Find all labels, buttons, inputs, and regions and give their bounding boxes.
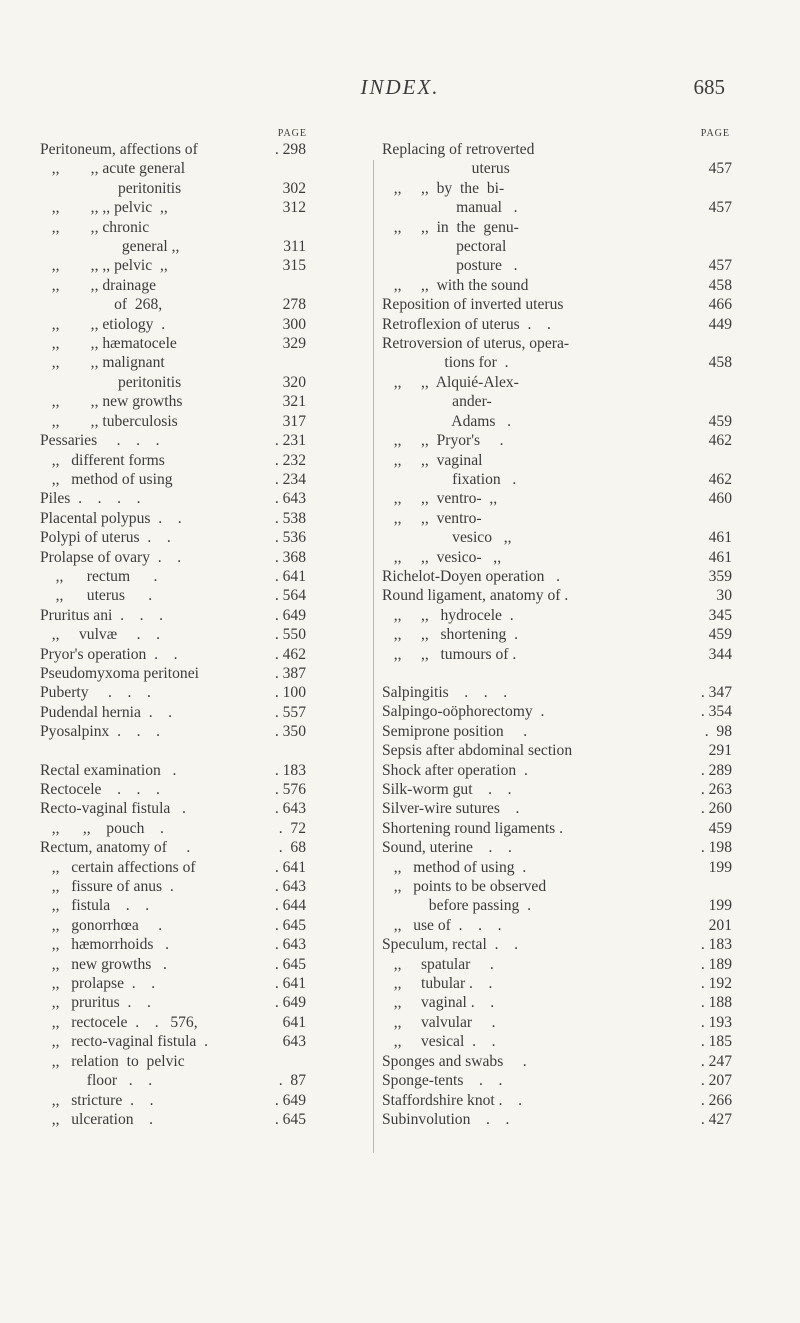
entry-page: 457 (708, 199, 732, 217)
entry-page: . 247 (700, 1052, 732, 1070)
index-entry (40, 722, 370, 741)
index-entry (382, 1032, 732, 1051)
entry-text: Pruritus ani . . . (40, 606, 164, 624)
entry-page: . 564 (274, 587, 306, 605)
entry-text: ,, ,, chronic (40, 218, 150, 236)
index-entry (382, 993, 732, 1012)
index-entry (40, 431, 370, 450)
index-entry (382, 373, 732, 392)
entry-page: . 183 (274, 761, 306, 779)
entry-page: 329 (282, 335, 306, 353)
entry-text: Pessaries . . . (40, 432, 160, 450)
entry-text: ,, ,, Alquié-Alex- (382, 373, 519, 391)
entry-page: 459 (708, 412, 732, 430)
column-divider (373, 160, 374, 1153)
index-entry (40, 567, 370, 586)
entry-text: general ,, (40, 238, 180, 256)
entry-page: . 192 (700, 975, 732, 993)
index-entry (382, 140, 732, 159)
index-entry (40, 586, 370, 605)
index-entry (40, 315, 370, 334)
index-entry (382, 625, 732, 644)
entry-page: . 538 (274, 509, 306, 527)
page-column-label: PAGE (700, 128, 730, 139)
entry-text: ,, vulvæ . . (40, 626, 160, 644)
entry-page: . 643 (274, 490, 306, 508)
index-entry (382, 509, 732, 528)
entry-text: Placental polypus . . (40, 509, 182, 527)
entry-page: . 645 (274, 1110, 306, 1128)
entry-page: 459 (708, 626, 732, 644)
entry-page: . 354 (700, 703, 732, 721)
entry-page: . 350 (274, 723, 306, 741)
entry-text: Richelot-Doyen operation . (382, 567, 560, 585)
index-entry (382, 974, 732, 993)
entry-text: ,, tubular . . (382, 975, 493, 993)
entry-page: . 98 (704, 722, 732, 740)
page-header (0, 75, 800, 105)
entry-page: . 645 (274, 955, 306, 973)
entry-page: . 536 (274, 529, 306, 547)
index-entry (382, 315, 732, 334)
index-entry (40, 373, 370, 392)
entry-text: before passing . (382, 897, 531, 915)
section-gap (40, 742, 370, 761)
entry-text: ,, method of using . (382, 858, 527, 876)
entry-page: . 266 (700, 1091, 732, 1109)
entry-page: 311 (283, 238, 306, 256)
entry-page: . 232 (274, 451, 306, 469)
entry-text: pectoral (382, 238, 507, 256)
index-entry (40, 353, 370, 372)
entry-text: Retroflexion of uterus . . (382, 315, 551, 333)
entry-page: . 649 (274, 606, 306, 624)
entry-text: ,, ,, in the genu- (382, 218, 519, 236)
entry-text: ,, spatular . (382, 955, 494, 973)
entry-text: ,, pruritus . . (40, 994, 151, 1012)
entry-text: Silver-wire sutures . (382, 800, 520, 818)
entry-text: ,, ,, new growths (40, 393, 183, 411)
index-entry (40, 935, 370, 954)
index-entry (382, 858, 732, 877)
entry-page: . 263 (700, 781, 732, 798)
entry-page: 466 (708, 296, 732, 314)
entry-text: ,, new growths . (40, 955, 167, 973)
entry-page: . 347 (700, 683, 732, 701)
entry-text: posture . (382, 257, 518, 275)
index-entry (382, 1091, 732, 1110)
entry-page: . 643 (274, 878, 306, 896)
index-entry (40, 780, 370, 799)
entry-page: 458 (708, 354, 732, 372)
entry-page: 462 (708, 470, 732, 488)
index-column-right (382, 128, 732, 1129)
entry-text: floor . . (40, 1072, 153, 1090)
index-entry (382, 548, 732, 567)
index-entry (40, 993, 370, 1012)
entry-text: peritonitis (40, 373, 182, 391)
entry-text: peritonitis (40, 179, 182, 197)
index-entry (40, 858, 370, 877)
entry-page: 302 (282, 179, 306, 197)
entry-page: . 550 (274, 626, 306, 644)
index-entry (382, 179, 732, 198)
entry-page: 345 (708, 606, 732, 624)
entry-text: ,, fistula . . (40, 897, 150, 915)
page-number: 685 (693, 75, 725, 99)
index-entry (382, 761, 732, 780)
entry-page: 199 (708, 858, 732, 876)
index-entry (40, 159, 370, 178)
entry-page: . 87 (278, 1072, 306, 1090)
entry-page: . 645 (274, 916, 306, 934)
index-entry (382, 702, 732, 721)
entry-page: . 188 (700, 994, 732, 1012)
entry-page: 300 (282, 315, 306, 333)
index-entry (40, 334, 370, 353)
index-entry (40, 470, 370, 489)
entry-text: Peritoneum, affections of (40, 141, 198, 158)
entry-text: ,, ,, tumours of . (382, 645, 517, 663)
index-entry (40, 955, 370, 974)
entry-text: ,, valvular . (382, 1013, 496, 1031)
index-entry (40, 819, 370, 838)
entry-text: ,, fissure of anus . (40, 878, 174, 896)
index-entry (40, 1110, 370, 1129)
index-entry (382, 353, 732, 372)
index-entry (382, 412, 732, 431)
entry-page: 278 (282, 296, 306, 314)
entry-text: Pseudomyxoma peritonei (40, 664, 199, 682)
entry-page: 459 (708, 819, 732, 837)
index-entry (382, 528, 732, 547)
entry-page: 457 (708, 160, 732, 178)
entry-page: . 643 (274, 800, 306, 818)
index-entry (382, 218, 732, 237)
index-entry (40, 664, 370, 683)
index-entries-left (40, 140, 370, 1129)
entry-text: ,, ,, vaginal (382, 451, 483, 469)
entry-page: . 427 (700, 1110, 732, 1128)
entry-text: vesico ,, (382, 529, 512, 547)
entry-page: . 185 (700, 1033, 732, 1051)
entry-page: 461 (708, 529, 732, 547)
entry-text: ander- (382, 393, 492, 411)
entry-text: ,, ,, pouch . (40, 819, 164, 837)
index-entry (382, 877, 732, 896)
index-entry (382, 451, 732, 470)
index-entry (40, 509, 370, 528)
entry-text: Pryor's operation . . (40, 645, 178, 663)
entry-text: Shortening round ligaments . (382, 819, 564, 837)
index-entry (40, 645, 370, 664)
entry-page: 641 (282, 1013, 306, 1031)
entry-text: Shock after operation . (382, 761, 528, 779)
index-entry (40, 703, 370, 722)
index-entry (40, 489, 370, 508)
entry-page: . 260 (700, 800, 732, 818)
entry-page: . 100 (274, 684, 306, 702)
entry-text: ,, ,, drainage (40, 276, 157, 294)
entry-text: Silk-worm gut . . (382, 781, 512, 798)
entry-text: Pyosalpinx . . . (40, 723, 160, 741)
index-entry (382, 567, 732, 586)
entry-text: ,, ,, vesico- ,, (382, 548, 502, 566)
entry-text: Round ligament, anatomy of . (382, 587, 569, 605)
entry-text: Rectocele . . . (40, 781, 160, 798)
entry-page: 458 (708, 276, 732, 294)
entry-text: ,, rectocele . . 576, (40, 1013, 198, 1031)
entry-text: uterus (382, 160, 510, 178)
index-entry (382, 819, 732, 838)
entry-page: . 368 (274, 548, 306, 566)
index-entry (382, 334, 732, 353)
index-entry (40, 412, 370, 431)
entry-text: ,, ,, tuberculosis (40, 412, 178, 430)
entry-page: . 643 (274, 936, 306, 954)
index-entry (40, 1052, 370, 1071)
entry-page: . 641 (274, 858, 306, 876)
index-entry (382, 780, 732, 799)
entry-text: ,, ,, ventro- ,, (382, 490, 498, 508)
section-gap (382, 664, 732, 683)
index-entry (382, 955, 732, 974)
entry-page: . 462 (274, 645, 306, 663)
entry-page: . 649 (274, 1091, 306, 1109)
entry-text: ,, ulceration . (40, 1110, 154, 1128)
entry-page: 315 (282, 257, 306, 275)
entry-text: Semiprone position . (382, 722, 528, 740)
entry-text: ,, ,, ,, pelvic ,, (40, 199, 168, 217)
entry-page: 291 (708, 742, 732, 760)
index-entry (40, 218, 370, 237)
entry-text: Sponges and swabs . (382, 1052, 527, 1070)
index-entry (382, 683, 732, 702)
entry-text: Salpingo-oöphorectomy . (382, 703, 545, 721)
index-entry (382, 276, 732, 295)
index-entry (40, 237, 370, 256)
index-entry (40, 451, 370, 470)
index-entry (40, 838, 370, 857)
index-entry (40, 276, 370, 295)
index-entry (382, 916, 732, 935)
index-entry (40, 1013, 370, 1032)
entry-text: Piles . . . . (40, 490, 141, 508)
index-entry (382, 935, 732, 954)
entry-page: 462 (708, 432, 732, 450)
entry-page: 312 (282, 199, 306, 217)
entry-text: Pudendal hernia . . (40, 703, 173, 721)
running-title: INDEX. (360, 75, 440, 99)
index-entry (40, 548, 370, 567)
index-column-left (40, 128, 370, 1129)
entry-text: ,, ,, Pryor's . (382, 432, 504, 450)
index-entry (382, 645, 732, 664)
index-entry (382, 1052, 732, 1071)
entry-page: 321 (282, 393, 306, 411)
entry-text: manual . (382, 199, 518, 217)
index-entry (382, 470, 732, 489)
index-entry (40, 1032, 370, 1051)
entry-text: Adams . (382, 412, 512, 430)
entry-text: ,, uterus . (40, 587, 153, 605)
entry-text: ,, different forms (40, 451, 165, 469)
index-entry (382, 295, 732, 314)
index-entry (382, 489, 732, 508)
entry-text: ,, points to be observed (382, 878, 547, 896)
entry-text: ,, stricture . . (40, 1091, 154, 1109)
entry-page: . 189 (700, 955, 732, 973)
index-entry (40, 295, 370, 314)
index-entry (40, 140, 370, 159)
entry-text: ,, prolapse . . (40, 975, 156, 993)
index-entry (40, 198, 370, 217)
entry-text: ,, ,, etiology . (40, 315, 166, 333)
index-entry (40, 528, 370, 547)
index-entry (40, 179, 370, 198)
entry-text: ,, gonorrhœa . (40, 916, 163, 934)
entry-text: ,, ,, by the bi- (382, 179, 505, 197)
entry-text: Subinvolution . . (382, 1110, 510, 1128)
index-entries-right (382, 140, 732, 1129)
index-entry (40, 799, 370, 818)
entry-text: ,, ,, ,, pelvic ,, (40, 257, 168, 275)
entry-page: . 231 (274, 432, 306, 450)
entry-page: 460 (708, 490, 732, 508)
entry-text: Prolapse of ovary . . (40, 548, 182, 566)
entry-page: 320 (282, 373, 306, 391)
entry-text: Reposition of inverted uterus (382, 296, 564, 314)
entry-text: ,, vesical . . (382, 1033, 496, 1051)
entry-page: . 649 (274, 994, 306, 1012)
entry-page: . 207 (700, 1072, 732, 1090)
index-entry (382, 838, 732, 857)
index-entry (40, 1091, 370, 1110)
index-entry (382, 1110, 732, 1129)
entry-text: Sound, uterine . . (382, 839, 512, 857)
index-entry (382, 586, 732, 605)
entry-text: ,, ,, hæmatocele (40, 335, 177, 353)
entry-text: ,, certain affections of (40, 858, 196, 876)
entry-text: Sponge-tents . . (382, 1072, 503, 1090)
index-entry (40, 761, 370, 780)
entry-text: Rectal examination . (40, 761, 177, 779)
entry-text: ,, recto-vaginal fistula . (40, 1033, 209, 1051)
entry-page: . 289 (700, 761, 732, 779)
index-entry (382, 606, 732, 625)
entry-page: 461 (708, 548, 732, 566)
entry-text: fixation . (382, 470, 517, 488)
entry-page: 344 (708, 645, 732, 663)
entry-page: . 234 (274, 470, 306, 488)
entry-page: . 641 (274, 975, 306, 993)
entry-text: Rectum, anatomy of . (40, 839, 191, 857)
index-entry (382, 198, 732, 217)
index-entry (382, 799, 732, 818)
entry-page: . 644 (274, 897, 306, 915)
entry-page: . 193 (700, 1013, 732, 1031)
entry-text: ,, relation to pelvic (40, 1052, 185, 1070)
entry-text: ,, ,, malignant (40, 354, 165, 372)
index-entry (40, 877, 370, 896)
entry-page: . 387 (274, 664, 306, 682)
index-entry (382, 896, 732, 915)
entry-page: 457 (708, 257, 732, 275)
entry-page: 317 (282, 412, 306, 430)
entry-text: tions for . (382, 354, 509, 372)
entry-page: . 72 (278, 819, 306, 837)
entry-page: . 576 (274, 781, 306, 798)
index-entry (40, 625, 370, 644)
index-entry (40, 392, 370, 411)
entry-page: . 641 (274, 567, 306, 585)
entry-text: ,, ,, acute general (40, 160, 186, 178)
entry-page: 643 (282, 1033, 306, 1051)
entry-text: Polypi of uterus . . (40, 529, 171, 547)
index-entry (40, 916, 370, 935)
entry-text: Puberty . . . (40, 684, 151, 702)
entry-text: ,, use of . . . (382, 916, 502, 934)
index-entry (382, 159, 732, 178)
index-entry (382, 1071, 732, 1090)
entry-text: ,, ,, ventro- (382, 509, 482, 527)
entry-page: 201 (708, 916, 732, 934)
index-entry (382, 741, 732, 760)
index-entry (382, 237, 732, 256)
entry-text: ,, rectum . (40, 567, 158, 585)
index-entry (40, 1071, 370, 1090)
entry-text: Retroversion of uterus, opera- (382, 335, 570, 353)
index-entry (40, 896, 370, 915)
entry-page: . 298 (274, 141, 306, 158)
entry-page: . 557 (274, 703, 306, 721)
entry-text: ,, vaginal . . (382, 994, 495, 1012)
index-entry (382, 431, 732, 450)
entry-text: Sepsis after abdominal section (382, 742, 573, 760)
entry-text: ,, ,, with the sound (382, 276, 529, 294)
entry-page: 30 (716, 587, 732, 605)
entry-page: . 198 (700, 839, 732, 857)
index-entry (382, 722, 732, 741)
entry-text: Staffordshire knot . . (382, 1091, 523, 1109)
entry-text: Speculum, rectal . . (382, 936, 518, 954)
entry-text: Replacing of retroverted (382, 141, 535, 158)
index-entry (40, 683, 370, 702)
entry-text: Recto-vaginal fistula . (40, 800, 186, 818)
entry-text: Salpingitis . . . (382, 683, 508, 701)
entry-page: . 183 (700, 936, 732, 954)
index-entry (40, 974, 370, 993)
entry-text: ,, hæmorrhoids . (40, 936, 170, 954)
entry-page: 449 (708, 315, 732, 333)
entry-text: ,, ,, hydrocele . (382, 606, 514, 624)
index-entry (382, 1013, 732, 1032)
entry-page: 359 (708, 567, 732, 585)
index-entry (382, 256, 732, 275)
entry-text: ,, method of using (40, 470, 173, 488)
index-entry (40, 256, 370, 275)
index-entry (40, 606, 370, 625)
index-entry (382, 392, 732, 411)
page-column-label: PAGE (277, 128, 307, 139)
entry-page: . 68 (278, 839, 306, 857)
entry-page: 199 (708, 897, 732, 915)
entry-text: ,, ,, shortening . (382, 626, 519, 644)
entry-text: of 268, (40, 296, 163, 314)
